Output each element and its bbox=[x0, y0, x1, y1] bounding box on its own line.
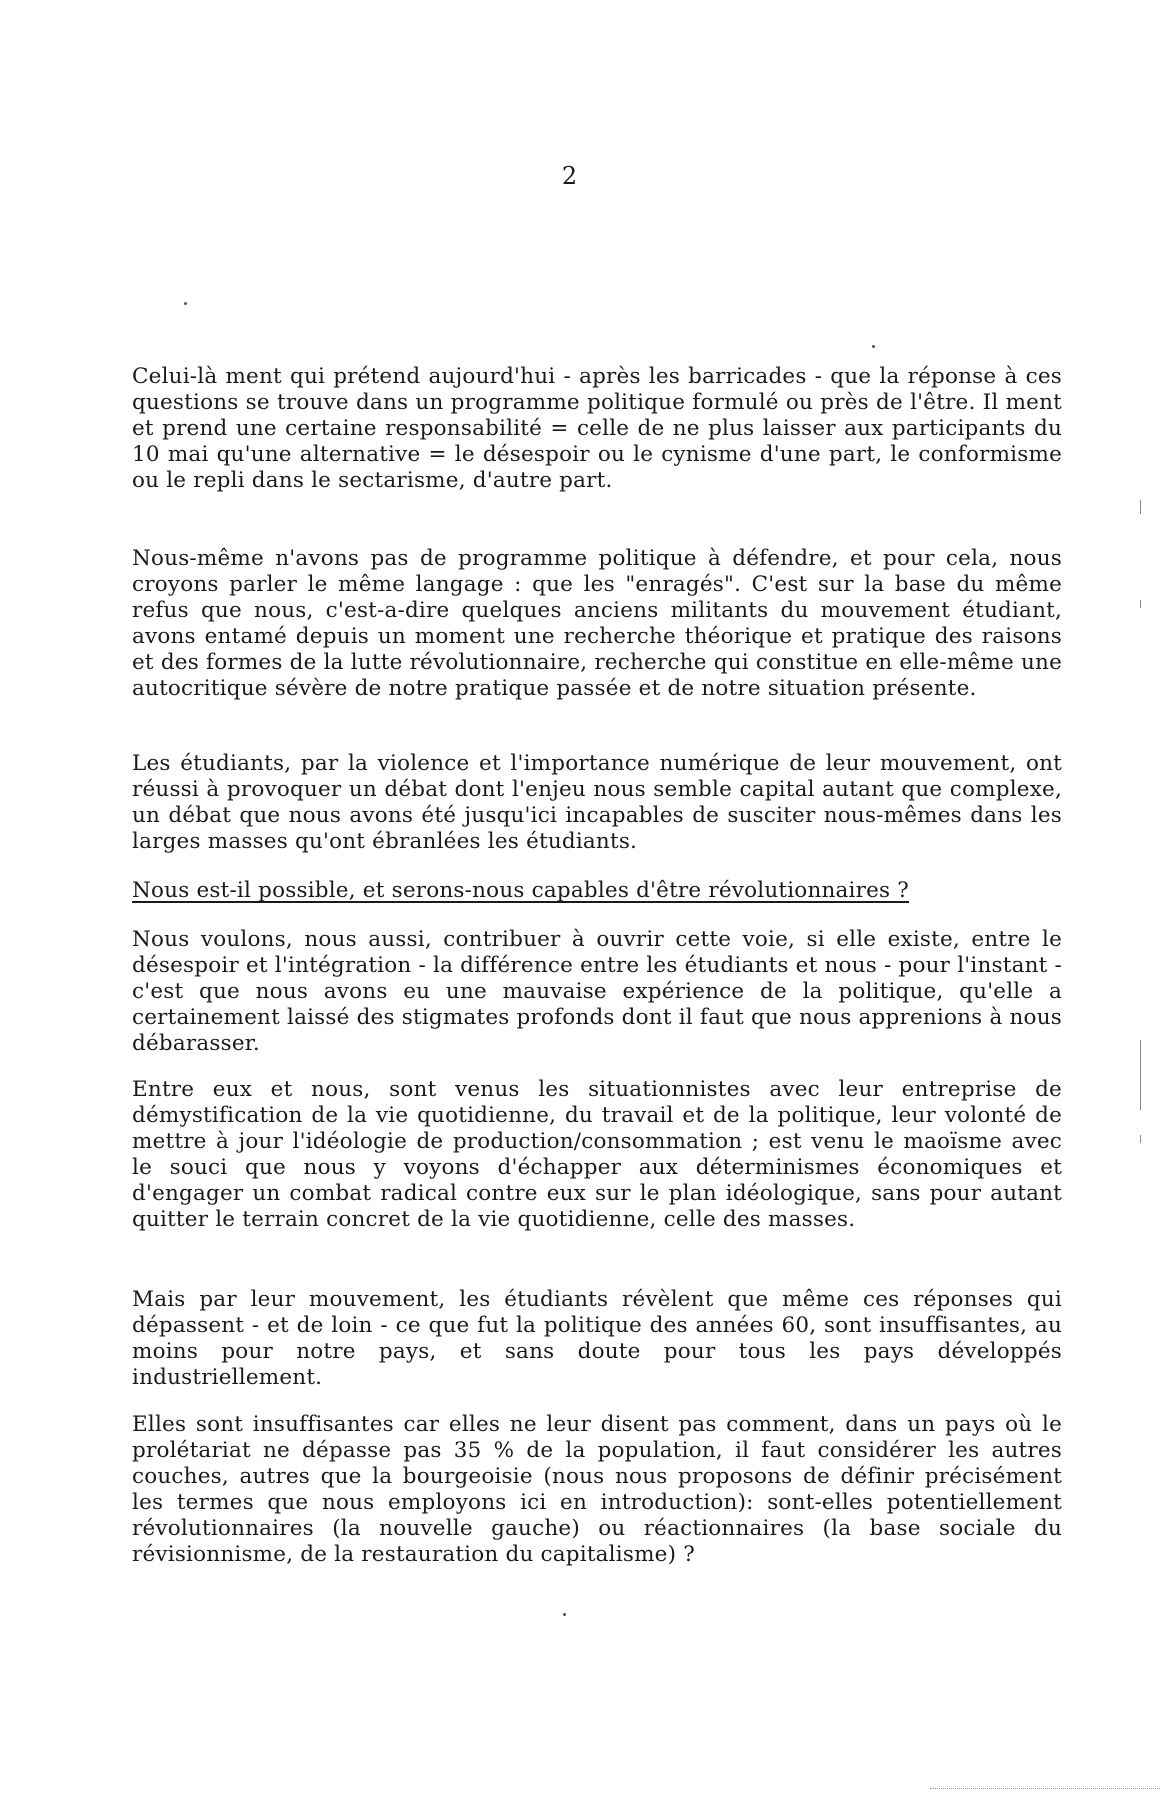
paragraph-5 bbox=[132, 1077, 1062, 1233]
paragraph-7 bbox=[132, 1412, 1062, 1568]
margin-mark bbox=[1140, 600, 1141, 608]
paragraph-text: Celui-là ment qui prétend aujourd'hui - après les barricades - que la réponse à ces questions se trouve dans un programme politique formulé ou près de l'être. Il ment et prend une certaine responsabilité = celle de ne plus laisser aux participants du 10 mai qu'une alternative = le désespoir ou le cynisme d'une part, le conformisme ou le repli dans le sectarisme, d'autre part. bbox=[132, 364, 1062, 493]
paragraph-text: Mais par leur mouvement, les étudiants révèlent que même ces réponses qui dépassent - et de loin - ce que fut la politique des années 60, sont insuffisantes, au moins pour notre pays, et sans doute pour tous les pays développés industriellement. bbox=[132, 1287, 1062, 1390]
paragraph-3 bbox=[132, 751, 1062, 855]
paragraph-4 bbox=[132, 927, 1062, 1057]
bottom-rule bbox=[930, 1788, 1160, 1789]
scan-speck bbox=[184, 302, 187, 305]
paragraph-text: Nous voulons, nous aussi, contribuer à ouvrir cette voie, si elle existe, entre le désespoir et l'intégration - la différence entre les étudiants et nous - pour l'instant - c'est que nous avons eu une mauvaise expérience de la politique, qu'elle a certainement laissé des stigmates profonds dont il faut que nous apprenions à nous débarasser. bbox=[132, 927, 1062, 1056]
paragraph-6 bbox=[132, 1287, 1062, 1391]
section-heading: Nous est-il possible, et serons-nous capables d'être révolutionnaires ? bbox=[132, 878, 910, 903]
scan-speck bbox=[872, 345, 875, 348]
paragraph-text: Nous-même n'avons pas de programme politique à défendre, et pour cela, nous croyons parler le même langage : que les "enragés". C'est sur la base du même refus que nous, c'est-a-dire quelques anciens militants du mouvement étudiant, avons entamé depuis un moment une recherche théorique et pratique des raisons et des formes de la lutte révolutionnaire, recherche qui constitue en elle-même une autocritique sévère de notre pratique passée et de notre situation présente. bbox=[132, 546, 1062, 701]
paragraph-text: Entre eux et nous, sont venus les situationnistes avec leur entreprise de démystification de la vie quotidienne, du travail et de la politique, leur volonté de mettre à jour l'idéologie de production/consommation ; est venu le maoïsme avec le souci que nous y voyons d'échapper aux déterminismes économiques et d'engager un combat radical contre eux sur le plan idéologique, sans pour autant quitter le terrain concret de la vie quotidienne, celle des masses. bbox=[132, 1077, 1062, 1232]
paragraph-text: Les étudiants, par la violence et l'importance numérique de leur mouvement, ont réussi à provoquer un débat dont l'enjeu nous semble capital autant que complexe, un débat que nous avons été jusqu'ici incapables de susciter nous-mêmes dans les larges masses qu'ont ébranlées les étudiants. bbox=[132, 751, 1062, 854]
paragraph-text: Elles sont insuffisantes car elles ne leur disent pas comment, dans un pays où le prolétariat ne dépasse pas 35 % de la population, il faut considérer les autres couches, autres que la bourgeoisie (nous nous proposons de définir précisément les termes que nous employons ici en introduction): sont-elles potentiellement révolutionnaires (la nouvelle gauche) ou réactionnaires (la base sociale du révisionnisme, de la restauration du capitalisme) ? bbox=[132, 1412, 1062, 1567]
scan-speck bbox=[563, 1613, 566, 1616]
margin-mark bbox=[1140, 1040, 1141, 1110]
paragraph-1 bbox=[132, 364, 1062, 494]
page-number: 2 bbox=[561, 162, 579, 190]
paragraph-2 bbox=[132, 546, 1062, 702]
margin-mark bbox=[1140, 1135, 1141, 1143]
margin-mark bbox=[1140, 500, 1141, 514]
